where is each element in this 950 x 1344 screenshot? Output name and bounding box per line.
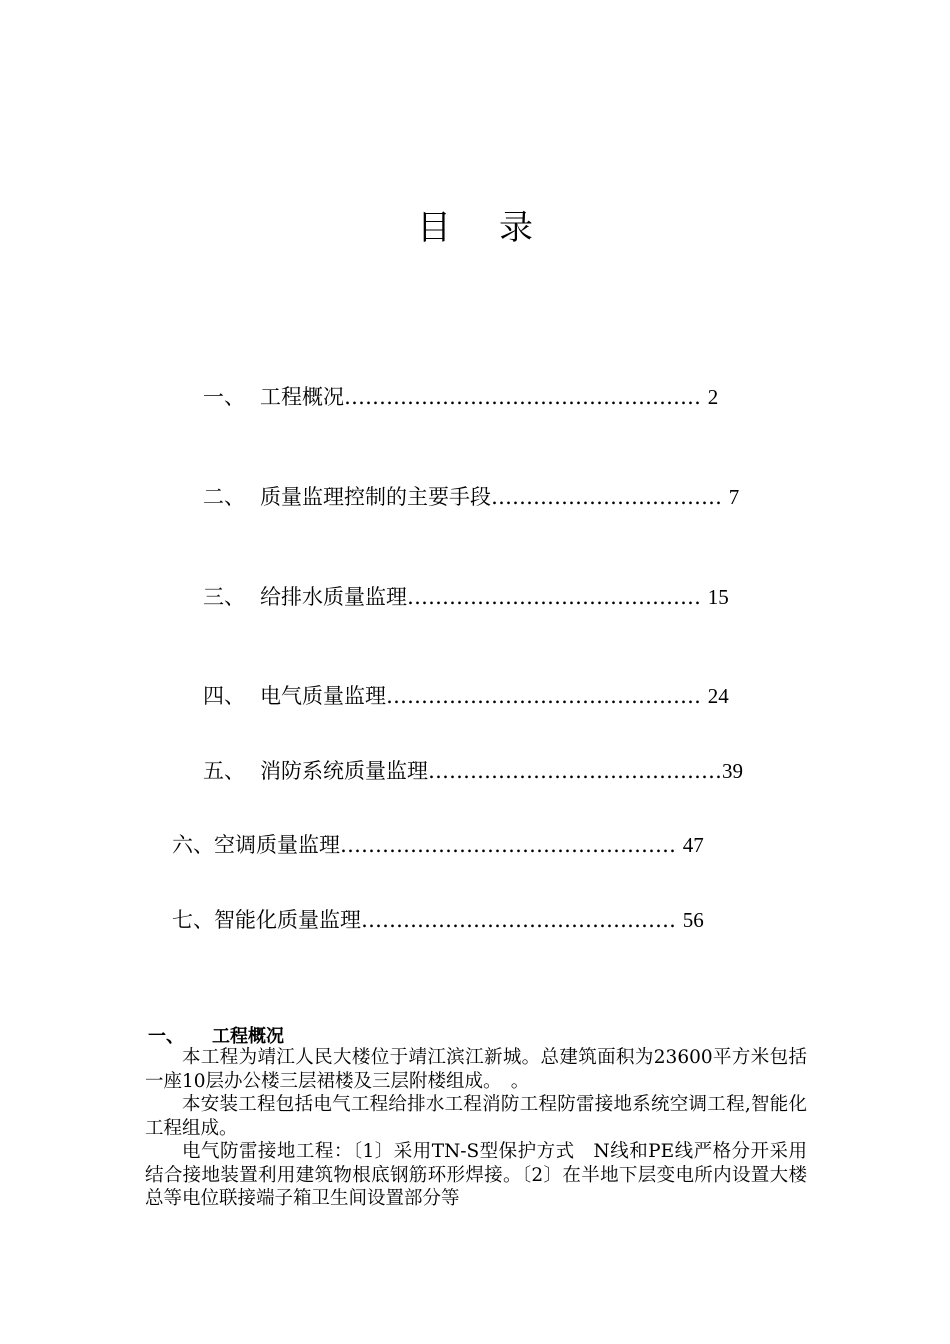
body-paragraph-3: 电气防雷接地工程：〔1〕采用TN-S型保护方式 N线和PE线严格分开采用结合接地装置利用建筑物根底钢筋环形焊接。〔2〕在半地下层变电所内设置大楼总等电位联接端子箱卫生间设置部分等: [145, 1141, 807, 1209]
toc-entry-number: 二、: [203, 485, 245, 509]
toc-leader-dots: ……………………………: [491, 485, 722, 509]
toc-entry-number: 五、: [203, 759, 245, 783]
toc-entry-number: 四、: [203, 684, 245, 708]
toc-entry-label: 工程概况: [260, 385, 344, 409]
toc-entry-3[interactable]: [203, 585, 729, 610]
title-char-2: 录: [499, 208, 533, 248]
toc-leader-dots: ……………………………………: [407, 585, 701, 609]
body-paragraph-1: 本工程为靖江人民大楼位于靖江滨江新城。总建筑面积为23600平方米包括一座10层办公楼三层裙楼及三层附楼组成。 。: [145, 1047, 807, 1092]
toc-entry-label: 空调质量监理: [214, 833, 340, 857]
toc-entry-6[interactable]: [172, 833, 704, 858]
toc-entry-number: 六、: [172, 833, 214, 857]
toc-entry-label: 消防系统质量监理: [260, 759, 428, 783]
toc-entry-4[interactable]: [203, 684, 729, 709]
toc-entry-label: 电气质量监理: [260, 684, 386, 708]
toc-leader-dots: …………………………………………: [340, 833, 676, 857]
toc-entry-number: 三、: [203, 585, 245, 609]
toc-entry-number: 七、: [172, 908, 214, 932]
section-body: [145, 1046, 807, 1211]
toc-leader-dots: ………………………………………: [386, 684, 701, 708]
toc-entry-2[interactable]: [203, 485, 739, 510]
toc-page-number: 7: [728, 485, 740, 509]
toc-page-number: 2: [707, 385, 719, 409]
section-number: 一、: [148, 1026, 184, 1047]
section-heading: [148, 1022, 284, 1048]
toc-page-number: 47: [682, 833, 704, 857]
toc-entry-label: 智能化质量监理: [214, 908, 361, 932]
toc-page-number: 39: [722, 759, 743, 783]
toc-entry-5[interactable]: [203, 759, 743, 784]
title-char-1: 目: [417, 208, 451, 248]
toc-leader-dots: ……………………………………: [428, 759, 722, 783]
page-title: [0, 200, 950, 249]
toc-page-number: 56: [682, 908, 704, 932]
toc-entry-label: 给排水质量监理: [260, 585, 407, 609]
toc-entry-1[interactable]: [203, 385, 718, 410]
toc-leader-dots: ……………………………………………: [344, 385, 701, 409]
body-paragraph-2: 本安装工程包括电气工程给排水工程消防工程防雷接地系统空调工程,智能化工程组成。: [145, 1094, 807, 1139]
toc-leader-dots: ………………………………………: [361, 908, 676, 932]
toc-entry-number: 一、: [203, 385, 245, 409]
toc-entry-7[interactable]: [172, 908, 704, 933]
section-title: 工程概况: [212, 1026, 284, 1047]
toc-entry-label: 质量监理控制的主要手段: [260, 485, 491, 509]
toc-page-number: 24: [707, 684, 729, 708]
toc-page-number: 15: [707, 585, 729, 609]
